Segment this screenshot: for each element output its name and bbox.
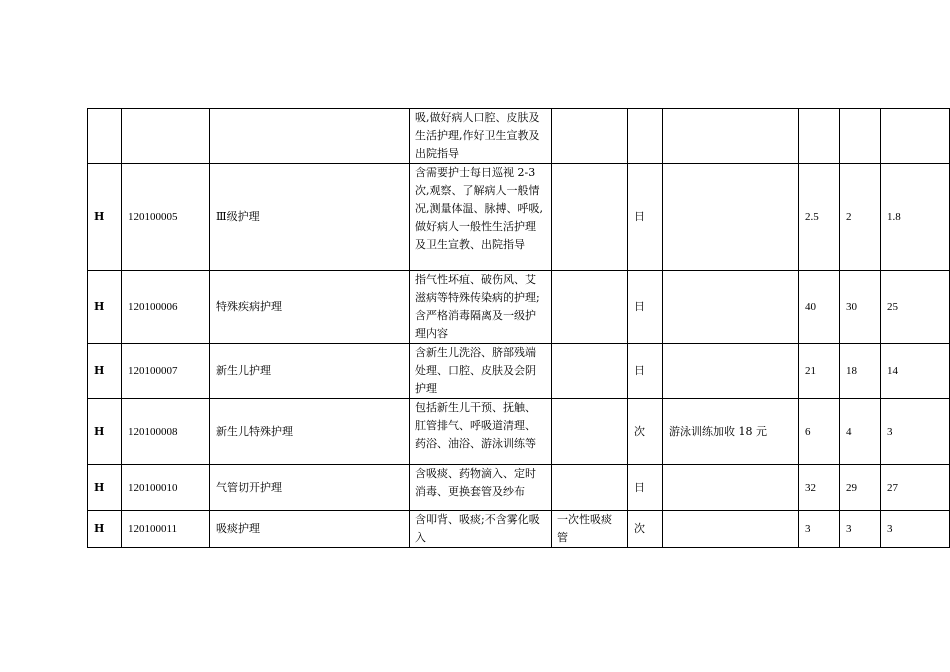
price-level-2-cell: 4: [840, 399, 881, 465]
excluded-content-cell: [552, 271, 628, 344]
unit-cell: 日: [628, 465, 663, 511]
code-cell: 120100007: [122, 344, 210, 399]
price-level-3-cell: 27: [881, 465, 950, 511]
excluded-content-cell: [552, 109, 628, 164]
description-cell: 含叩背、吸痰;不含雾化吸入: [410, 511, 552, 548]
table-row: [88, 109, 950, 164]
price-level-3-cell: 14: [881, 344, 950, 399]
price-level-2-cell: [840, 109, 881, 164]
pricing-table: [87, 108, 950, 548]
unit-cell: 日: [628, 271, 663, 344]
unit-cell: 次: [628, 511, 663, 548]
item-name-cell: Ⅲ级护理: [210, 164, 410, 271]
unit-cell: 次: [628, 399, 663, 465]
price-level-2-cell: 18: [840, 344, 881, 399]
unit-cell: [628, 109, 663, 164]
code-cell: 120100011: [122, 511, 210, 548]
category-cell: H: [88, 164, 122, 271]
price-level-3-cell: 3: [881, 399, 950, 465]
price-level-2-cell: 29: [840, 465, 881, 511]
table-row: [88, 465, 950, 511]
price-level-3-cell: [881, 109, 950, 164]
category-cell: H: [88, 511, 122, 548]
item-name-cell: [210, 109, 410, 164]
category-cell: H: [88, 271, 122, 344]
price-level-2-cell: 2: [840, 164, 881, 271]
table-row: [88, 511, 950, 548]
item-name-cell: 特殊疾病护理: [210, 271, 410, 344]
price-level-2-cell: 30: [840, 271, 881, 344]
description-cell: 含吸痰、药物滴入、定时消毒、更换套管及纱布: [410, 465, 552, 511]
price-level-1-cell: 40: [799, 271, 840, 344]
note-cell: [663, 109, 799, 164]
excluded-content-cell: [552, 344, 628, 399]
price-level-3-cell: 3: [881, 511, 950, 548]
description-cell: 指气性坏疽、破伤风、艾滋病等特殊传染病的护理;含严格消毒隔离及一级护理内容: [410, 271, 552, 344]
unit-cell: 日: [628, 344, 663, 399]
price-level-1-cell: 2.5: [799, 164, 840, 271]
code-cell: 120100005: [122, 164, 210, 271]
description-cell: 含需要护士每日巡视 2-3 次,观察、了解病人一般情况,测量体温、脉搏、呼吸,做好病人一般性生活护理及卫生宣教、出院指导: [410, 164, 552, 271]
table-row: [88, 164, 950, 271]
item-name-cell: 吸痰护理: [210, 511, 410, 548]
category-cell: H: [88, 465, 122, 511]
price-level-1-cell: [799, 109, 840, 164]
category-cell: [88, 109, 122, 164]
item-name-cell: 新生儿特殊护理: [210, 399, 410, 465]
table-row: [88, 271, 950, 344]
excluded-content-cell: [552, 164, 628, 271]
description-cell: 包括新生儿干预、抚触、肛管排气、呼吸道清理、药浴、油浴、游泳训练等: [410, 399, 552, 465]
price-level-1-cell: 3: [799, 511, 840, 548]
code-cell: 120100010: [122, 465, 210, 511]
price-level-2-cell: 3: [840, 511, 881, 548]
table-row: [88, 344, 950, 399]
price-level-3-cell: 1.8: [881, 164, 950, 271]
excluded-content-cell: [552, 465, 628, 511]
price-level-1-cell: 21: [799, 344, 840, 399]
note-cell: [663, 465, 799, 511]
category-cell: H: [88, 399, 122, 465]
code-cell: 120100006: [122, 271, 210, 344]
note-cell: 游泳训练加收 18 元: [663, 399, 799, 465]
note-cell: [663, 344, 799, 399]
unit-cell: 日: [628, 164, 663, 271]
excluded-content-cell: [552, 399, 628, 465]
note-cell: [663, 271, 799, 344]
price-level-1-cell: 32: [799, 465, 840, 511]
description-cell: 含新生儿洗浴、脐部残端处理、口腔、皮肤及会阴护理: [410, 344, 552, 399]
item-name-cell: 气管切开护理: [210, 465, 410, 511]
code-cell: [122, 109, 210, 164]
item-name-cell: 新生儿护理: [210, 344, 410, 399]
note-cell: [663, 164, 799, 271]
price-level-1-cell: 6: [799, 399, 840, 465]
table-row: [88, 399, 950, 465]
category-cell: H: [88, 344, 122, 399]
note-cell: [663, 511, 799, 548]
price-level-3-cell: 25: [881, 271, 950, 344]
excluded-content-cell: 一次性吸痰管: [552, 511, 628, 548]
description-cell: 吸,做好病人口腔、皮肤及生活护理,作好卫生宣教及出院指导: [410, 109, 552, 164]
code-cell: 120100008: [122, 399, 210, 465]
